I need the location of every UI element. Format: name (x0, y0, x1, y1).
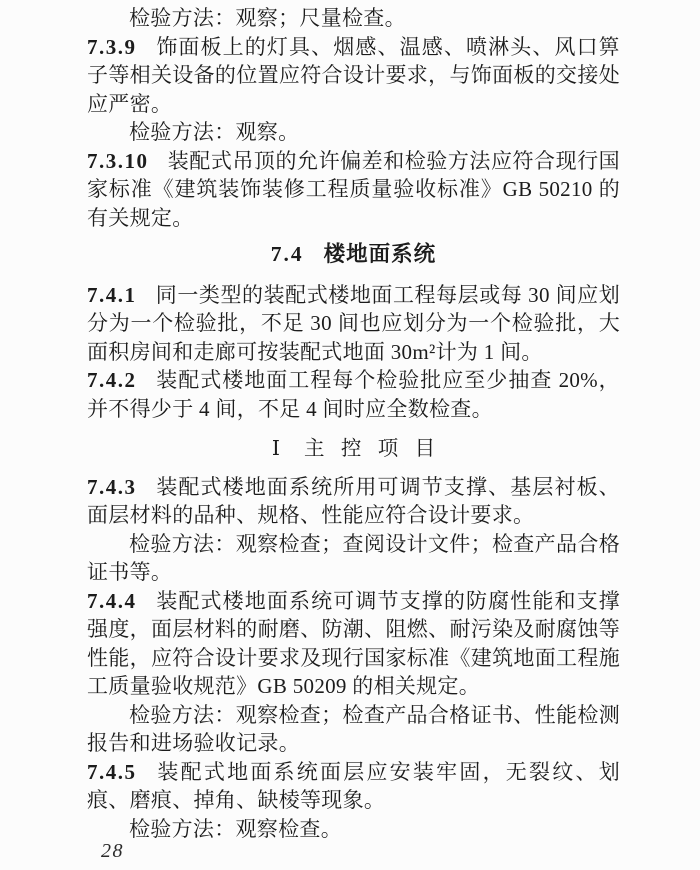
clause-7-4-5 (87, 758, 620, 815)
clause-number: 7.4.1 (87, 282, 137, 307)
method-paragraph (87, 4, 620, 33)
method-text: 检验方法：观察；尺量检查。 (129, 6, 406, 30)
clause-text: 装配式楼地面系统可调节支撑的防腐性能和支撑强度，面层材料的耐磨、防潮、阻燃、耐污染及耐腐蚀等性能，应符合设计要求及现行国家标准《建筑地面工程施工质量验收规范》GB 50209 的相关规定。 (87, 588, 620, 698)
clause-7-4-4 (87, 587, 620, 701)
clause-text: 装配式吊顶的允许偏差和检验方法应符合现行国家标准《建筑装饰装修工程质量验收标准》GB 50210 的有关规定。 (87, 148, 620, 230)
clause-number: 7.4.5 (87, 759, 137, 784)
clause-text: 装配式地面系统面层应安装牢固，无裂纹、划痕、磨痕、掉角、缺棱等现象。 (87, 759, 620, 812)
clause-7-4-3 (87, 473, 620, 530)
section-heading-title: 楼地面系统 (323, 242, 437, 266)
method-paragraph (87, 815, 620, 844)
clause-number: 7.3.10 (87, 148, 149, 173)
clause-7-3-9 (87, 33, 620, 119)
clause-number: 7.4.4 (87, 588, 137, 613)
clause-text: 同一类型的装配式楼地面工程每层或每 30 间应划分为一个检验批，不足 30 间也应划分为一个检验批，大面积房间和走廊可按装配式地面 30m²计为 1 间。 (87, 282, 620, 364)
method-text: 检验方法：观察。 (129, 120, 300, 144)
clause-7-4-2 (87, 366, 620, 423)
clause-number: 7.4.3 (87, 474, 137, 499)
method-paragraph (87, 118, 620, 147)
method-paragraph (87, 530, 620, 587)
page-number: 28 (101, 840, 124, 862)
clause-text: 饰面板上的灯具、烟感、温感、喷淋头、风口箅子等相关设备的位置应符合设计要求，与饰面板的交接处应严密。 (87, 34, 620, 116)
subsection-heading-numeral: Ⅰ (271, 438, 280, 460)
subsection-heading-title: 主控项目 (303, 438, 452, 460)
clause-7-3-10 (87, 147, 620, 233)
subsection-heading (87, 435, 620, 464)
clause-number: 7.4.2 (87, 368, 137, 392)
method-text: 检验方法：观察检查；查阅设计文件；检查产品合格证书等。 (87, 531, 620, 584)
section-heading-number: 7.4 (270, 242, 304, 266)
method-text: 检验方法：观察检查。 (129, 816, 342, 841)
clause-number: 7.3.9 (87, 34, 137, 59)
clause-7-4-1 (87, 281, 620, 367)
method-text: 检验方法：观察检查；检查产品合格证书、性能检测报告和进场验收记录。 (87, 702, 620, 755)
method-paragraph (87, 701, 620, 758)
clause-text: 装配式楼地面系统所用可调节支撑、基层衬板、面层材料的品种、规格、性能应符合设计要求。 (87, 474, 620, 527)
clause-text: 装配式楼地面工程每个检验批应至少抽查 20%，并不得少于 4 间，不足 4 间时应全数检查。 (87, 368, 620, 421)
section-heading (87, 240, 620, 269)
